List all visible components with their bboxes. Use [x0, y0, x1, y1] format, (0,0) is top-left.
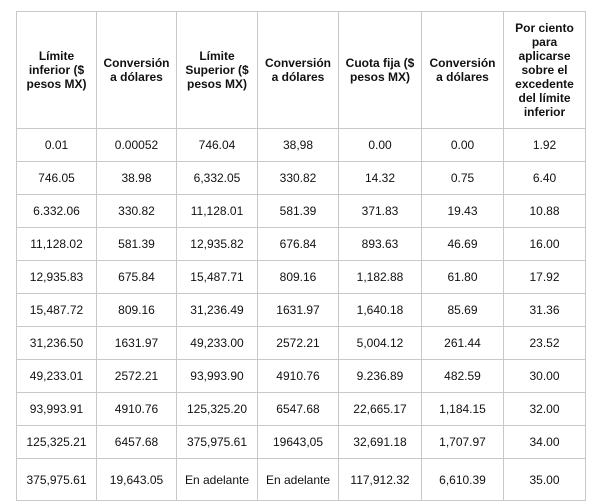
cell-upper-limit: 375,975.61: [177, 426, 258, 459]
cell-lower-limit: 375,975.61: [17, 459, 97, 501]
cell-fixed-fee: 14.32: [339, 162, 422, 195]
cell-fixed-fee-usd: 0.75: [422, 162, 504, 195]
cell-upper-limit-usd: 581.39: [258, 195, 339, 228]
cell-percent-excess: 31.36: [504, 294, 586, 327]
cell-lower-limit: 12,935.83: [17, 261, 97, 294]
header-fixed-fee: Cuota fija ($ pesos MX): [339, 12, 422, 129]
cell-lower-limit-usd: 19,643.05: [97, 459, 177, 501]
cell-fixed-fee-usd: 1,184.15: [422, 393, 504, 426]
table-row: [17, 426, 586, 459]
cell-upper-limit: 125,325.20: [177, 393, 258, 426]
cell-upper-limit-usd: 4910.76: [258, 360, 339, 393]
cell-percent-excess: 30.00: [504, 360, 586, 393]
cell-fixed-fee-usd: 19.43: [422, 195, 504, 228]
table-row: [17, 162, 586, 195]
cell-lower-limit: 93,993.91: [17, 393, 97, 426]
cell-lower-limit: 125,325.21: [17, 426, 97, 459]
table-row: [17, 261, 586, 294]
cell-lower-limit: 31,236.50: [17, 327, 97, 360]
cell-fixed-fee-usd: 1,707.97: [422, 426, 504, 459]
cell-lower-limit-usd: 4910.76: [97, 393, 177, 426]
cell-percent-excess: 1.92: [504, 129, 586, 162]
cell-upper-limit: 746.04: [177, 129, 258, 162]
cell-lower-limit: 746.05: [17, 162, 97, 195]
cell-fixed-fee: 22,665.17: [339, 393, 422, 426]
cell-lower-limit-usd: 809.16: [97, 294, 177, 327]
table-row: [17, 459, 586, 501]
header-upper-limit: Límite Superior ($ pesos MX): [177, 12, 258, 129]
cell-lower-limit: 0.01: [17, 129, 97, 162]
cell-lower-limit: 15,487.72: [17, 294, 97, 327]
table-row: [17, 228, 586, 261]
cell-upper-limit: En adelante: [177, 459, 258, 501]
cell-upper-limit-usd: 1631.97: [258, 294, 339, 327]
cell-fixed-fee: 371.83: [339, 195, 422, 228]
cell-lower-limit: 6.332.06: [17, 195, 97, 228]
table-row: [17, 360, 586, 393]
cell-upper-limit-usd: 19643,05: [258, 426, 339, 459]
cell-lower-limit-usd: 675.84: [97, 261, 177, 294]
cell-fixed-fee-usd: 6,610.39: [422, 459, 504, 501]
header-lower-limit: Límite inferior ($ pesos MX): [17, 12, 97, 129]
cell-fixed-fee: 32,691.18: [339, 426, 422, 459]
cell-fixed-fee: 1,640.18: [339, 294, 422, 327]
cell-percent-excess: 10.88: [504, 195, 586, 228]
cell-fixed-fee-usd: 85.69: [422, 294, 504, 327]
header-lower-limit-usd: Conversión a dólares: [97, 12, 177, 129]
cell-lower-limit-usd: 1631.97: [97, 327, 177, 360]
cell-upper-limit-usd: 676.84: [258, 228, 339, 261]
cell-fixed-fee: 893.63: [339, 228, 422, 261]
header-percent-excess: Por ciento para aplicarse sobre el excedente del límite inferior: [504, 12, 586, 129]
cell-fixed-fee: 5,004.12: [339, 327, 422, 360]
cell-upper-limit-usd: 6547.68: [258, 393, 339, 426]
cell-fixed-fee-usd: 0.00: [422, 129, 504, 162]
cell-lower-limit-usd: 581.39: [97, 228, 177, 261]
cell-percent-excess: 16.00: [504, 228, 586, 261]
cell-fixed-fee: 0.00: [339, 129, 422, 162]
table-header-row: [17, 12, 586, 129]
cell-upper-limit: 11,128.01: [177, 195, 258, 228]
cell-lower-limit: 49,233.01: [17, 360, 97, 393]
cell-percent-excess: 32.00: [504, 393, 586, 426]
cell-lower-limit-usd: 2572.21: [97, 360, 177, 393]
cell-fixed-fee: 117,912.32: [339, 459, 422, 501]
cell-fixed-fee: 1,182.88: [339, 261, 422, 294]
cell-upper-limit: 49,233.00: [177, 327, 258, 360]
cell-upper-limit-usd: 809.16: [258, 261, 339, 294]
cell-lower-limit-usd: 38.98: [97, 162, 177, 195]
cell-lower-limit-usd: 330.82: [97, 195, 177, 228]
cell-upper-limit: 93,993.90: [177, 360, 258, 393]
cell-upper-limit-usd: 2572.21: [258, 327, 339, 360]
cell-percent-excess: 34.00: [504, 426, 586, 459]
cell-upper-limit-usd: 38,98: [258, 129, 339, 162]
cell-upper-limit-usd: 330.82: [258, 162, 339, 195]
cell-fixed-fee: 9.236.89: [339, 360, 422, 393]
cell-fixed-fee-usd: 61.80: [422, 261, 504, 294]
table-row: [17, 129, 586, 162]
table-row: [17, 294, 586, 327]
header-upper-limit-usd: Conversión a dólares: [258, 12, 339, 129]
cell-lower-limit: 11,128.02: [17, 228, 97, 261]
tax-rate-table: [16, 11, 586, 501]
table-row: [17, 327, 586, 360]
cell-upper-limit: 12,935.82: [177, 228, 258, 261]
cell-percent-excess: 35.00: [504, 459, 586, 501]
cell-percent-excess: 6.40: [504, 162, 586, 195]
cell-lower-limit-usd: 0.00052: [97, 129, 177, 162]
cell-fixed-fee-usd: 261.44: [422, 327, 504, 360]
cell-lower-limit-usd: 6457.68: [97, 426, 177, 459]
header-fixed-fee-usd: Conversión a dólares: [422, 12, 504, 129]
cell-percent-excess: 23.52: [504, 327, 586, 360]
cell-fixed-fee-usd: 482.59: [422, 360, 504, 393]
cell-upper-limit: 15,487.71: [177, 261, 258, 294]
cell-percent-excess: 17.92: [504, 261, 586, 294]
cell-fixed-fee-usd: 46.69: [422, 228, 504, 261]
cell-upper-limit-usd: En adelante: [258, 459, 339, 501]
table-row: [17, 393, 586, 426]
table-row: [17, 195, 586, 228]
cell-upper-limit: 31,236.49: [177, 294, 258, 327]
cell-upper-limit: 6,332.05: [177, 162, 258, 195]
